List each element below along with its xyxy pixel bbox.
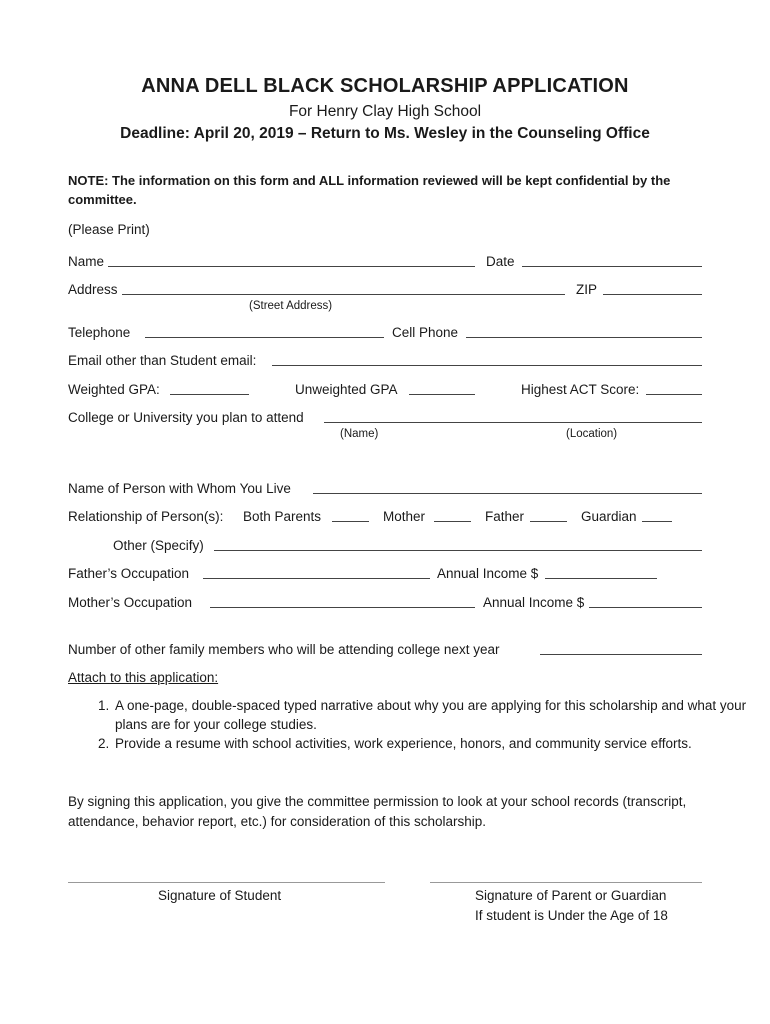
college-label: College or University you plan to attend bbox=[68, 410, 304, 425]
other-specify-field[interactable] bbox=[214, 550, 702, 551]
confidentiality-note: NOTE: The information on this form and ALL information reviewed will be kept confidential by the committee. bbox=[68, 173, 671, 207]
deadline-text: Deadline: April 20, 2019 – Return to Ms. Wesley in the Counseling Office bbox=[120, 125, 650, 142]
family-college-label: Number of other family members who will be attending college next year bbox=[68, 642, 500, 657]
mother-label: Mother bbox=[383, 509, 426, 524]
fathers-occupation-field[interactable] bbox=[203, 578, 430, 579]
address-label: Address bbox=[68, 282, 118, 297]
unweighted-gpa-label: Unweighted GPA bbox=[295, 382, 398, 397]
telephone-label: Telephone bbox=[68, 325, 131, 340]
attachment-item: 2. Provide a resume with school activities, work experience, honors, and community service efforts. bbox=[113, 734, 753, 753]
attach-heading: Attach to this application: bbox=[68, 670, 219, 685]
father-income-label: Annual Income $ bbox=[437, 566, 539, 581]
street-address-hint: (Street Address) bbox=[249, 300, 333, 312]
father-income-field[interactable] bbox=[545, 578, 657, 579]
school-subtitle: For Henry Clay High School bbox=[288, 103, 482, 120]
email-label: Email other than Student email: bbox=[68, 353, 257, 368]
date-label: Date bbox=[486, 254, 515, 269]
relationship-label: Relationship of Person(s): bbox=[68, 509, 224, 524]
unweighted-gpa-field[interactable] bbox=[409, 394, 475, 395]
college-location-hint: (Location) bbox=[566, 428, 618, 440]
please-print-label: (Please Print) bbox=[68, 222, 150, 237]
father-label: Father bbox=[485, 509, 525, 524]
address-field[interactable] bbox=[122, 294, 565, 295]
both-parents-blank[interactable] bbox=[332, 521, 369, 522]
student-signature-line[interactable] bbox=[68, 882, 385, 883]
guardian-blank[interactable] bbox=[642, 521, 672, 522]
mother-blank[interactable] bbox=[434, 521, 471, 522]
cell-phone-field[interactable] bbox=[466, 337, 702, 338]
family-college-field[interactable] bbox=[540, 654, 702, 655]
mothers-occupation-label: Mother’s Occupation bbox=[68, 595, 193, 610]
attachment-list bbox=[68, 696, 753, 753]
person-live-with-field[interactable] bbox=[313, 493, 702, 494]
mothers-occupation-field[interactable] bbox=[210, 607, 475, 608]
form-title: ANNA DELL BLACK SCHOLARSHIP APPLICATION bbox=[141, 75, 629, 97]
zip-label: ZIP bbox=[576, 282, 598, 297]
weighted-gpa-label: Weighted GPA: bbox=[68, 382, 160, 397]
act-score-field[interactable] bbox=[646, 394, 702, 395]
weighted-gpa-field[interactable] bbox=[170, 394, 249, 395]
attachment-item: 1. A one-page, double-spaced typed narrative about why you are applying for this scholarship and what your plans are for your college studies. bbox=[113, 696, 753, 734]
name-field[interactable] bbox=[108, 266, 475, 267]
date-field[interactable] bbox=[522, 266, 702, 267]
act-score-label: Highest ACT Score: bbox=[521, 382, 640, 397]
student-signature-label: Signature of Student bbox=[158, 888, 282, 903]
guardian-label: Guardian bbox=[581, 509, 637, 524]
consent-paragraph: By signing this application, you give the committee permission to look at your school records (transcript, attendance, behavior report, etc.) for consideration of this scholarship. bbox=[68, 794, 687, 829]
mother-income-label: Annual Income $ bbox=[483, 595, 585, 610]
cell-phone-label: Cell Phone bbox=[392, 325, 459, 340]
other-specify-label: Other (Specify) bbox=[113, 538, 204, 553]
person-live-with-label: Name of Person with Whom You Live bbox=[68, 481, 291, 496]
parent-signature-age-note: If student is Under the Age of 18 bbox=[475, 908, 668, 923]
fathers-occupation-label: Father’s Occupation bbox=[68, 566, 190, 581]
parent-signature-line[interactable] bbox=[430, 882, 702, 883]
college-field[interactable] bbox=[324, 422, 702, 423]
zip-field[interactable] bbox=[603, 294, 702, 295]
both-parents-label: Both Parents bbox=[243, 509, 322, 524]
parent-signature-label: Signature of Parent or Guardian bbox=[475, 888, 667, 903]
telephone-field[interactable] bbox=[145, 337, 384, 338]
college-name-hint: (Name) bbox=[340, 428, 379, 440]
mother-income-field[interactable] bbox=[589, 607, 702, 608]
father-blank[interactable] bbox=[530, 521, 567, 522]
name-label: Name bbox=[68, 254, 105, 269]
email-field[interactable] bbox=[272, 365, 702, 366]
